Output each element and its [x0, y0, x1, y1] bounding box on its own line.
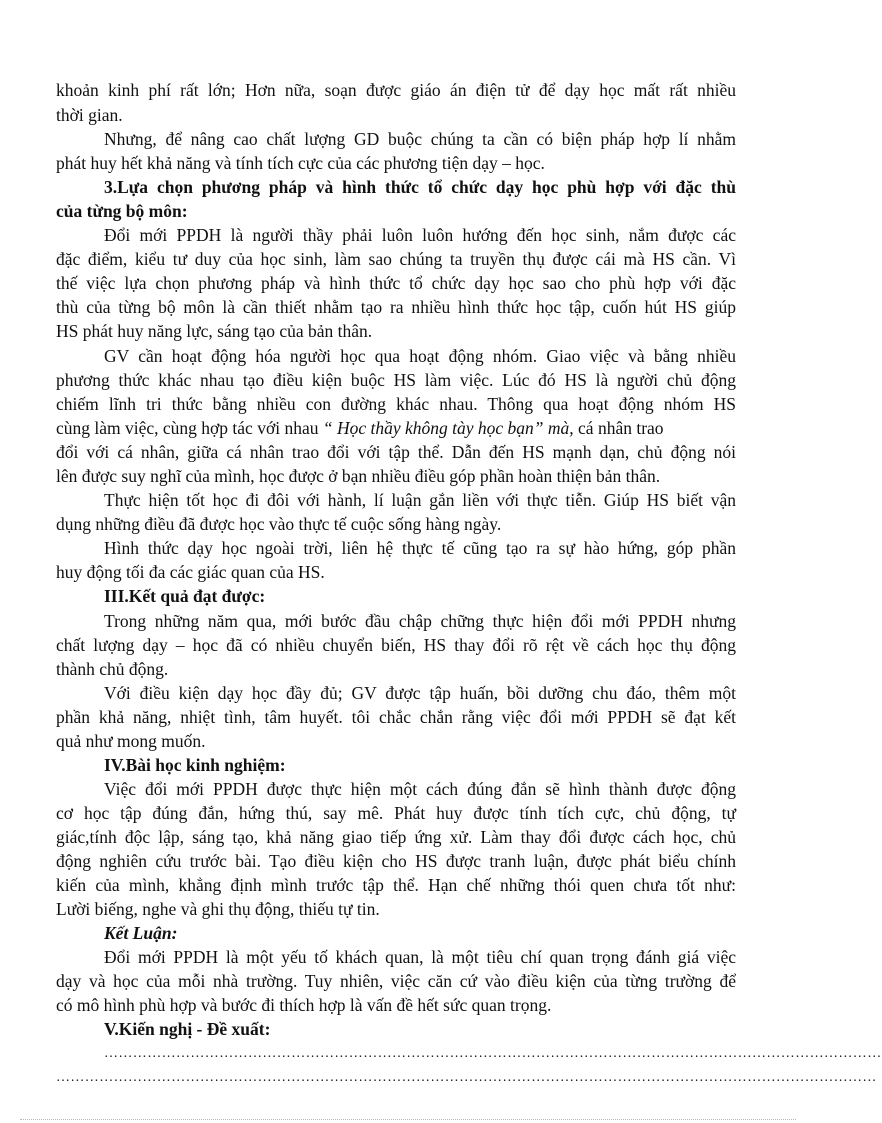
- text-line: chất lượng dạy – học đã có nhiều chuyển biến, HS thay đổi rõ rệt về cách học thụ động: [56, 635, 736, 655]
- text-line: cơ học tập đúng đắn, hứng thú, say mê. Phát huy được tính tích cực, chủ động, tự: [56, 803, 736, 823]
- text-line: thành chủ động.: [56, 659, 169, 679]
- page-border-dots: [20, 1119, 796, 1120]
- text-line: thù của từng bộ môn là cần thiết nhằm tạo ra nhiều hình thức học tập, cuốn hút HS giúp: [56, 297, 736, 317]
- text-line: Lười biếng, nghe và ghi thụ động, thiếu tự tin.: [56, 899, 380, 919]
- text-line: thế việc lựa chọn phương pháp và hình thức tổ chức dạy học sao cho phù hợp với đặc: [56, 273, 736, 293]
- section-heading: IV.Bài học kinh nghiệm:: [104, 755, 286, 775]
- text-line: huy động tối đa các giác quan của HS.: [56, 562, 325, 582]
- quoted-proverb: “ Học thầy không tày học bạn” mà,: [322, 418, 574, 438]
- text-line: khoản kinh phí rất lớn; Hơn nữa, soạn được giáo án điện tử để dạy học mất rất nhiều: [56, 80, 736, 100]
- text-line: kiến của mình, khẳng định mình trước tập thể. Hạn chế những thói quen chưa tốt như:: [56, 875, 736, 895]
- text-line: lên được suy nghĩ của mình, học được ở bạn nhiều điều góp phần hoàn thiện bản thân.: [56, 466, 661, 486]
- section-heading: Kết Luận:: [104, 923, 178, 943]
- text-line: HS phát huy năng lực, sáng tạo của bản thân.: [56, 321, 373, 341]
- text-line: có mô hình phù hợp và bước đi thích hợp là vấn đề hết sức quan trọng.: [56, 995, 552, 1015]
- text-line: dạy và học của mỗi nhà trường. Tuy nhiên, việc căn cứ vào điều kiện của từng trường để: [56, 971, 736, 991]
- text-line: Nhưng, để nâng cao chất lượng GD buộc chúng ta cần có biện pháp hợp lí nhằm: [104, 129, 736, 149]
- text-segment: cùng làm việc, cùng hợp tác với nhau: [56, 418, 319, 438]
- text-line: chiếm lĩnh tri thức bằng nhiều con đường khác nhau. Thông qua hoạt động nhóm HS: [56, 394, 736, 414]
- text-line: giác,tính độc lập, sáng tạo, khả năng giao tiếp ứng xử. Làm thay đổi được cách học, chủ: [56, 827, 736, 847]
- section-heading: III.Kết quả đạt được:: [104, 586, 266, 606]
- section-heading: 3.Lựa chọn phương pháp và hình thức tổ chức dạy học phù hợp với đặc thù: [104, 177, 736, 197]
- text-line: Đổi mới PPDH là người thầy phải luôn luôn hướng đến học sinh, nắm được các: [104, 225, 736, 245]
- text-line: động nghiên cứu trước bài. Tạo điều kiện cho HS được tranh luận, được phát biểu chính: [56, 851, 736, 871]
- text-line: Thực hiện tốt học đi đôi với hành, lí luận gắn liền với thực tiễn. Giúp HS biết vận: [104, 490, 736, 510]
- text-line: Đổi mới PPDH là một yếu tố khách quan, là một tiêu chí quan trọng đánh giá việc: [104, 947, 736, 967]
- section-heading: của từng bộ môn:: [56, 201, 188, 221]
- text-line: thời gian.: [56, 105, 123, 125]
- text-line: phương thức khác nhau tạo điều kiện buộc HS làm việc. Lúc đó HS là người chủ động: [56, 370, 736, 390]
- text-line: [56, 417, 736, 440]
- text-line: GV cần hoạt động hóa người học qua hoạt động nhóm. Giao việc và bằng nhiều: [104, 346, 736, 366]
- text-line: dụng những điều đã được học vào thực tế cuộc sống hàng ngày.: [56, 514, 502, 534]
- text-line: Hình thức dạy học ngoài trời, liên hệ thực tế cũng tạo ra sự hào hứng, góp phần: [104, 538, 736, 558]
- text-line: phát huy hết khả năng và tính tích cực của các phương tiện dạy – học.: [56, 153, 545, 173]
- text-line: Việc đổi mới PPDH được thực hiện một cách đúng đắn sẽ hình thành được động: [104, 779, 736, 799]
- dotted-fill-line: ………………………………………………………………………………………………………………………………………………: [104, 1046, 882, 1061]
- text-segment: cá nhân trao: [578, 418, 664, 438]
- text-line: quả như mong muốn.: [56, 731, 206, 751]
- text-line: Với điều kiện dạy học đầy đủ; GV được tập huấn, bồi dưỡng chu đáo, thêm một: [104, 683, 736, 703]
- text-line: phần khả năng, nhiệt tình, tâm huyết. tôi chắc chắn rằng việc đổi mới PPDH sẽ đạt kết: [56, 707, 736, 727]
- section-heading: V.Kiến nghị - Đề xuất:: [104, 1019, 271, 1039]
- text-line: Trong những năm qua, mới bước đầu chập chững thực hiện đổi mới PPDH nhưng: [104, 611, 736, 631]
- dotted-fill-line: ………………………………………………………………………………………………………………………………………………………: [56, 1070, 877, 1085]
- text-line: đổi với cá nhân, giữa cá nhân trao đổi với tập thể. Dẫn đến HS mạnh dạn, chủ động nói: [56, 442, 736, 462]
- text-line: đặc điểm, kiểu tư duy của học sinh, làm sao chúng ta truyền thụ được cái mà HS cần. Vì: [56, 249, 736, 269]
